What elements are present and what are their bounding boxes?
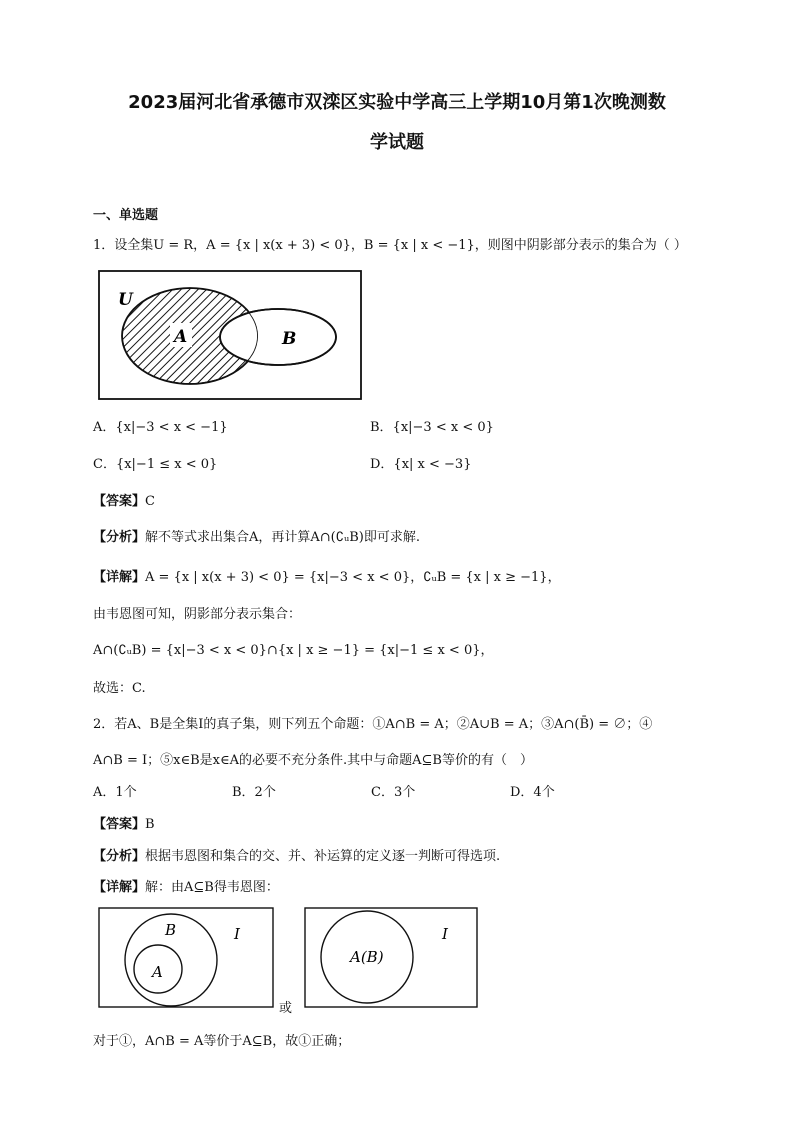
paper-title-line2: 学试题 — [370, 132, 424, 153]
analysis-text: 根据韦恩图和集合的交、并、补运算的定义逐一判断可得选项. — [145, 849, 501, 864]
q1-venn-diagram — [98, 270, 364, 402]
q1-option-b: B．{x|−3 < x < 0} — [370, 420, 494, 435]
q1-option-c: C．{x|−1 ≤ x < 0} — [93, 457, 218, 472]
answer-tag: 【答案】 — [93, 817, 146, 832]
q1-detail-4: 故选：C. — [93, 681, 146, 696]
or-text: 或 — [279, 1001, 293, 1016]
answer-tag: 【答案】 — [93, 494, 146, 509]
q2-venn-diagram-1 — [98, 907, 274, 1009]
answer-value: B — [145, 817, 155, 832]
universe-rect — [305, 908, 477, 1007]
answer-value: C — [145, 494, 155, 509]
q2-venn-diagram-2 — [304, 907, 480, 1009]
detail-text: A = {x | x(x + 3) < 0} = {x|−3 < x < 0}，∁ᵤB = {x | x ≥ −1}， — [145, 570, 561, 585]
q1-detail-2: 由韦恩图可知，阴影部分表示集合： — [93, 607, 302, 622]
q1-detail — [93, 566, 561, 585]
q2-detail-last: 对于①，A∩B = A等价于A⊆B，故①正确； — [93, 1034, 351, 1049]
detail-tag: 【详解】 — [93, 880, 146, 895]
q2-detail — [93, 876, 279, 895]
q1-detail-3: A∩(∁ᵤB) = {x|−3 < x < 0}∩{x | x ≥ −1} = {x|−1 ≤ x < 0}， — [93, 643, 494, 658]
analysis-tag: 【分析】 — [93, 530, 146, 545]
label-i: I — [234, 925, 240, 943]
q2-option-a: A．1个 — [93, 785, 137, 800]
q1-analysis — [93, 526, 420, 545]
analysis-tag: 【分析】 — [93, 849, 146, 864]
q1-stem: 1．设全集U = R，A = {x | x(x + 3) < 0}，B = {x | x < −1}，则图中阴影部分表示的集合为（ ） — [93, 238, 687, 253]
q2-option-d: D．4个 — [510, 785, 555, 800]
q2-analysis — [93, 845, 500, 864]
label-b: B — [282, 329, 297, 349]
q2-stem-2: A∩B = I；⑤x∈B是x∈A的必要不充分条件.其中与命题A⊆B等价的有（ ） — [93, 753, 533, 768]
label-b: B — [165, 921, 177, 939]
label-ab: A(B) — [350, 948, 384, 966]
paper-title-line1: 2023届河北省承德市双滦区实验中学高三上学期10月第1次晚测数 — [128, 92, 666, 113]
detail-text: 解：由A⊆B得韦恩图： — [145, 880, 279, 895]
q2-option-b: B．2个 — [232, 785, 276, 800]
q1-answer — [93, 490, 155, 509]
label-a: A — [174, 327, 188, 347]
section-heading: 一、单选题 — [93, 208, 159, 223]
q1-option-d: D．{x| x < −3} — [370, 457, 472, 472]
label-u: U — [118, 290, 133, 310]
detail-tag: 【详解】 — [93, 570, 146, 585]
q1-option-a: A．{x|−3 < x < −1} — [93, 420, 228, 435]
q2-option-c: C．3个 — [371, 785, 416, 800]
q2-answer — [93, 813, 155, 832]
label-a: A — [152, 963, 163, 981]
q2-stem-1: 2．若A、B是全集I的真子集，则下列五个命题：①A∩B = A；②A∪B = A；③A∩(B̄) = ∅；④ — [93, 717, 653, 732]
analysis-text: 解不等式求出集合A，再计算A∩(∁ᵤB)即可求解. — [145, 530, 420, 545]
label-i: I — [442, 925, 448, 943]
